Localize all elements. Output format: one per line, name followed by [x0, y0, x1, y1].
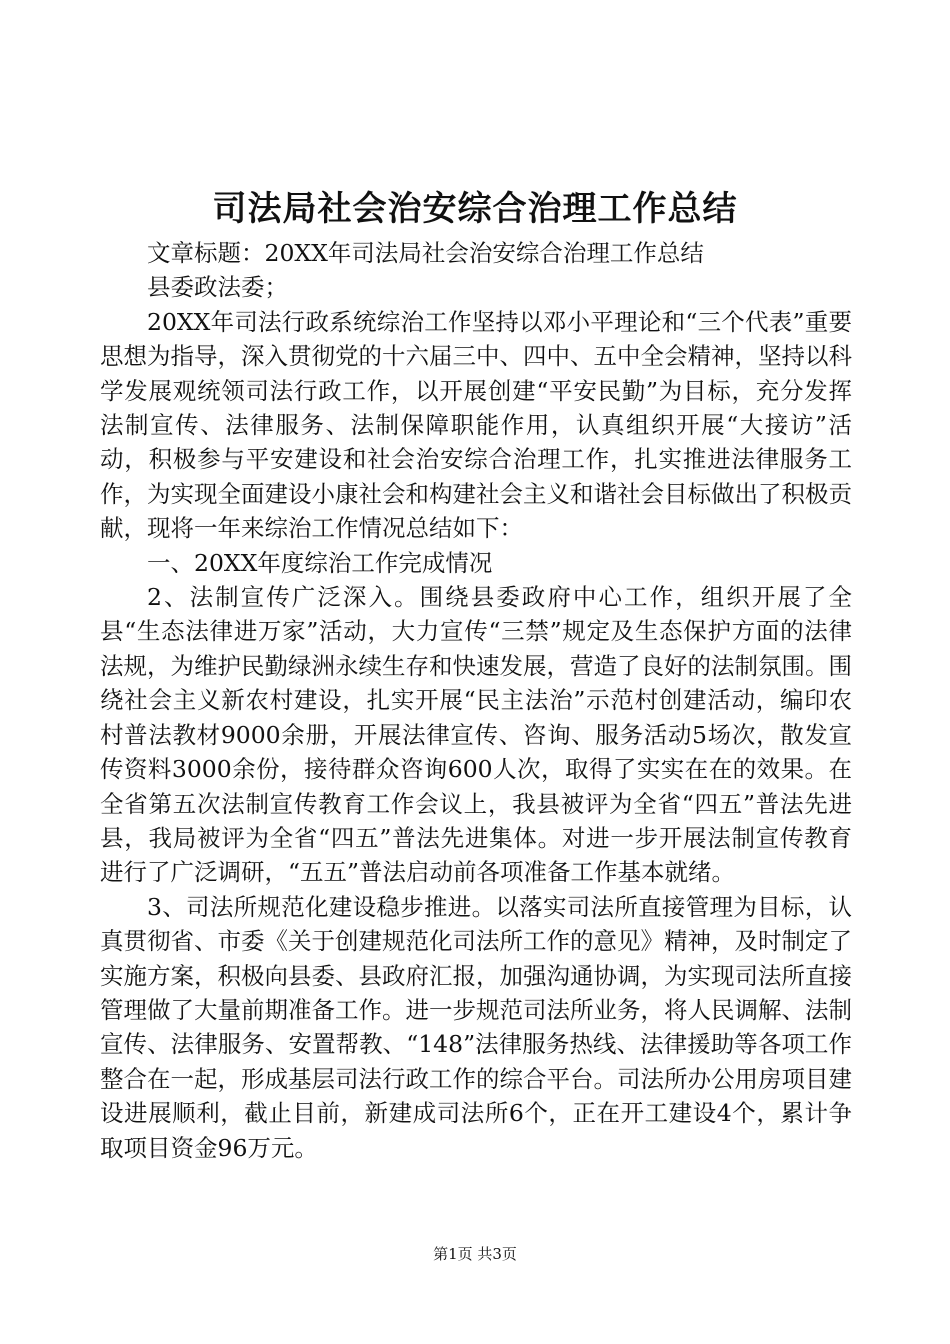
section-heading: 一、20XX年度综治工作完成情况 [147, 548, 493, 577]
paragraph-recipient: 县委政法委； [147, 273, 288, 302]
document-body [100, 236, 852, 1165]
document-title: 司法局社会治安综合治理工作总结 [212, 189, 738, 229]
page-footer: 第1页 共3页 [433, 1245, 517, 1263]
paragraph-article-title: 文章标题：20XX年司法局社会治安综合治理工作总结 [147, 239, 704, 267]
paragraph-item-3: 3、司法所规范化建设稳步推进。以落实司法所直接管理为目标，认真贯彻省、市委《关于创建规范化司法所工作的意见》精神，及时制定了实施方案，积极向县委、县政府汇报，加强沟通协调，为实现司法所直接管理做了大量前期准备工作。进一步规范司法所业务，将人民调解、法制宣传、法律服务、安置帮教、“148”法律服务热线、法律援助等各项工作整合在一起，形成基层司法行政工作的综合平台。司法所办公用房项目建设进展顺利，截止目前，新建成司法所6个，正在开工建设4个，累计争取项目资金96万元。 [100, 892, 852, 1162]
paragraph-item-2: 2、法制宣传广泛深入。围绕县委政府中心工作，组织开展了全县“生态法律进万家”活动，大力宣传“三禁”规定及生态保护方面的法律法规，为维护民勤绿洲永续生存和快速发展，营造了良好的法制氛围。围绕社会主义新农村建设，扎实开展“民主法治”示范村创建活动，编印农村普法教材9000余册，开展法律宣传、咨询、服务活动5场次，散发宣传资料3000余份，接待群众咨询600人次，取得了实实在在的效果。在全省第五次法制宣传教育工作会议上，我县被评为全省“四五”普法先进县，我局被评为全省“四五”普法先进集体。对进一步开展法制宣传教育进行了广泛调研，“五五”普法启动前各项准备工作基本就绪。 [100, 583, 852, 887]
paragraph-intro: 20XX年司法行政系统综治工作坚持以邓小平理论和“三个代表”重要思想为指导，深入贯彻党的十六届三中、四中、五中全会精神，坚持以科学发展观统领司法行政工作，以开展创建“平安民勤”为目标，充分发挥法制宣传、法律服务、法制保障职能作用，认真组织开展“大接访”活动，积极参与平安建设和社会治安综合治理工作，扎实推进法律服务工作，为实现全面建设小康社会和构建社会主义和谐社会目标做出了积极贡献，现将一年来综治工作情况总结如下： [100, 307, 852, 543]
